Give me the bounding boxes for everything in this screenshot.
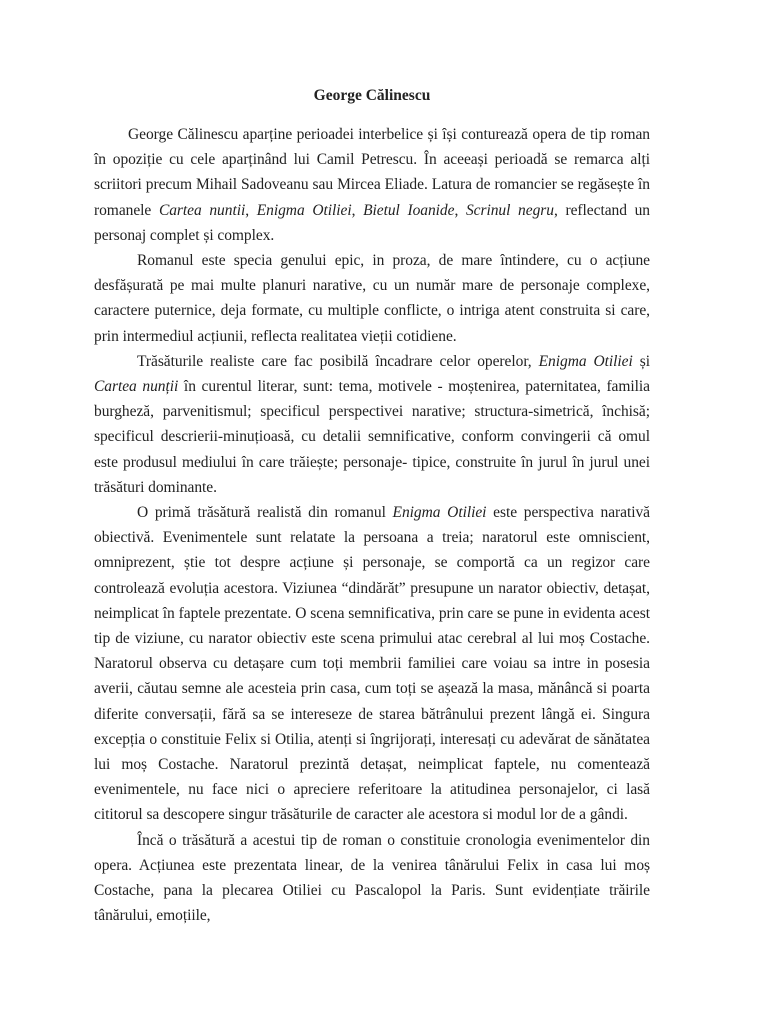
italic-work-title: Bietul Ioanide	[363, 201, 455, 219]
text-run: este perspectiva narativă obiectivă. Evenimentele sunt relatate la persoana a treia; naratorul este omniscient, omniprezent, știe tot despre acțiune și personaje, se comportă ca un regizor care controlează evoluția acestora. Viziunea “dindărăt” presupune un narator obiectiv, detașat, neimplicat în faptele prezentate. O scena semnificativa, prin care se pune in evidenta acest tip de viziune, cu narator obiectiv este scena primului atac cerebral al lui moș Costache. Naratorul observa cu detașare cum toți membrii familiei care voiau sa intre in posesia averii, căutau semne ale acesteia prin casa, cum toți se așează la masa, mănâncă si poarta diferite conversații, fără sa se intereseze de starea bătrânului prezent lângă ei. Singura excepția o constituie Felix si Otilia, atenți si îngrijorați, interesați cu adevărat de sănătatea lui moș Costache. Naratorul prezintă detașat, neimplicat faptele, nu comentează evenimentele, nu face nici o apreciere referitoare la atitudinea personajelor, ci lasă cititorul sa descopere singur trăsăturile de caracter ale acestora si modul lor de a gândi.	[94, 504, 651, 824]
paragraph-1	[94, 122, 650, 248]
paragraph-3	[94, 349, 650, 500]
text-run: și	[632, 352, 650, 370]
text-run: ,	[454, 201, 466, 219]
text-run: , reflectand un personaj complet și complex.	[94, 201, 650, 244]
paragraph-2	[94, 248, 650, 349]
text-run: în curentul literar, sunt: tema, motivele - moștenirea, paternitatea, familia burgheză, parvenitismul; specificul perspectivei narative; structura-simetrică, închisă; specificul descrierii-minuțioasă, cu detalii semnificative, conform convingerii că omul este produsul mediului în care trăiește; personaje- tipice, construite în jurul în jurul unei trăsături dominante.	[94, 378, 650, 496]
text-run: ,	[351, 201, 364, 219]
italic-work-title: Scrinul negru	[465, 201, 554, 219]
paragraph-5	[94, 828, 650, 929]
italic-work-title: Cartea nuntii	[158, 201, 246, 219]
text-run: Trăsăturile realiste care fac posibilă încadrare celor operelor,	[137, 352, 539, 370]
italic-work-title: Enigma Otiliei	[538, 352, 633, 370]
text-run: George Călinescu aparține perioadei interbelice și își conturează opera de tip roman în opoziție cu cele aparținând lui Camil Petrescu. În aceeași perioadă se remarca alți scriitori precum Mihail Sadoveanu sau Mircea Eliade. Latura de romancier se regăsește în romanele	[94, 126, 650, 219]
text-run: Romanul este specia genului epic, in proza, de mare întindere, cu o acțiune desfășurată pe mai multe planuri narative, cu un număr mare de personaje complexe, caractere puternice, deja formate, cu multiple conflicte, o intriga atent construita si care, prin intermediul acțiunii, reflecta realitatea vieții cotidiene.	[94, 252, 650, 345]
italic-work-title: Cartea nunții	[94, 378, 179, 396]
document-body	[94, 122, 650, 929]
text-run: O primă trăsătură realistă din romanul	[137, 504, 393, 522]
italic-work-title: Enigma Otiliei	[256, 201, 352, 219]
paragraph-4	[94, 500, 650, 828]
italic-work-title: Enigma Otiliei	[392, 504, 487, 522]
text-run: Încă o trăsătură a acestui tip de roman o constituie cronologia evenimentelor din opera. Acțiunea este prezentata linear, de la venirea tânărului Felix in casa lui moș Costache, pana la plecarea Otiliei cu Pascalopol la Paris. Sunt evidențiate trăirile tânărului, emoțiile,	[94, 831, 650, 925]
text-run: ,	[245, 201, 257, 219]
document-title: George Călinescu	[313, 87, 431, 104]
